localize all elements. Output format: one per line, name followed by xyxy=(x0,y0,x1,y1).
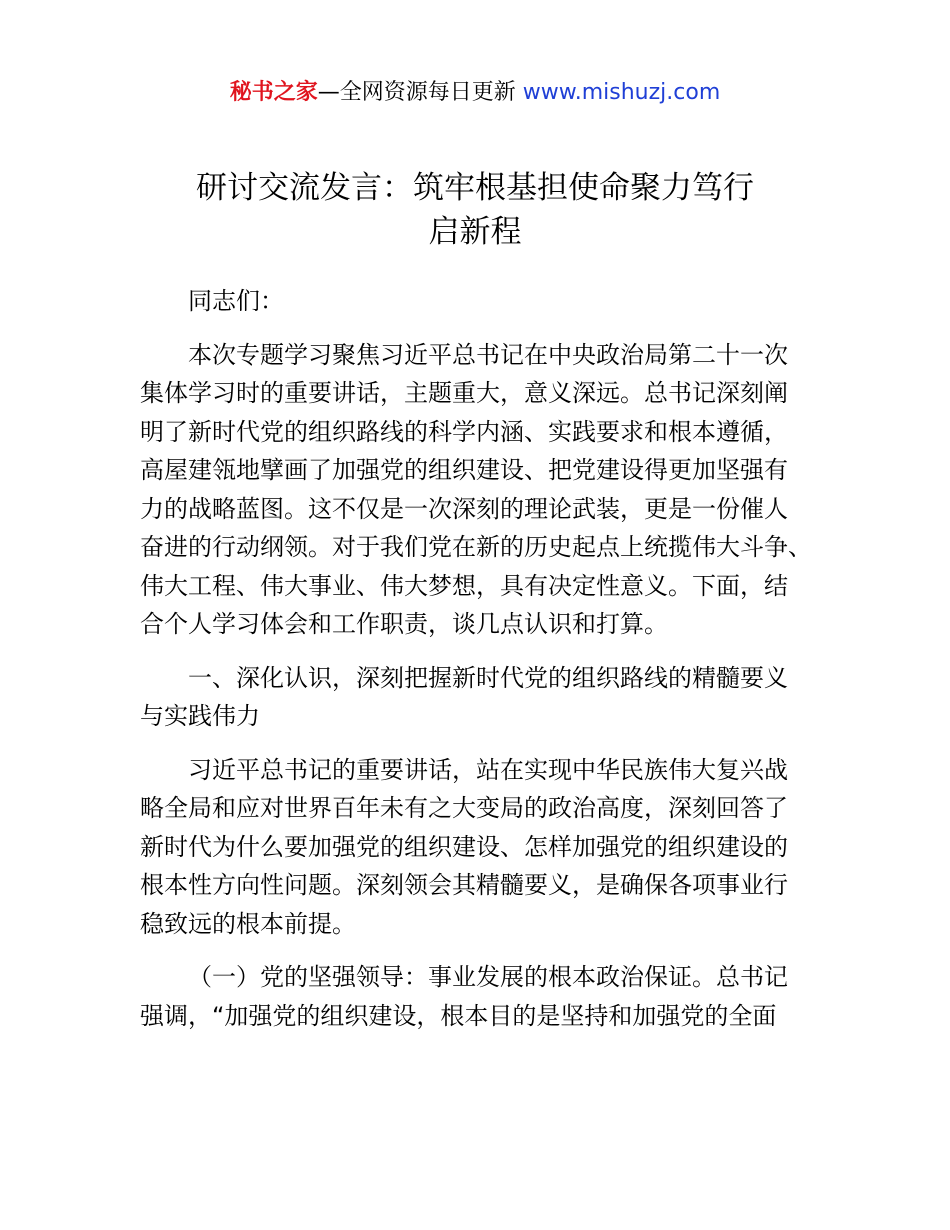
paragraph-subsection-1 xyxy=(140,958,812,1035)
text-line: 伟大工程、伟大事业、伟大梦想，具有决定性意义。下面，结 xyxy=(140,571,788,600)
text-line: 奋进的行动纲领。对于我们党在新的历史起点上统揽伟大斗争、 xyxy=(140,533,812,561)
paragraph-section-1 xyxy=(140,751,812,944)
header-tagline: —全网资源每日更新 xyxy=(317,80,523,105)
brand-name: 秘书之家 xyxy=(229,80,318,105)
text-line: 略全局和应对世界百年未有之大变局的政治高度，深刻回答了 xyxy=(140,794,788,822)
site-url-link[interactable]: www.mishuzj.com xyxy=(522,80,721,105)
title-line-2: 启新程 xyxy=(428,214,522,250)
text-line: 本次专题学习聚焦习近平总书记在中央政治局第二十一次 xyxy=(188,340,788,369)
section-heading-1 xyxy=(140,659,812,736)
text-line: 明了新时代党的组织路线的科学内涵、实践要求和根本遵循， xyxy=(140,417,788,446)
paragraph-intro xyxy=(140,336,812,644)
document-body xyxy=(140,282,812,1050)
paragraph-salutation xyxy=(140,282,812,321)
text-line: 力的战略蓝图。这不仅是一次深刻的理论武装，更是一份催人 xyxy=(140,494,788,523)
site-header xyxy=(0,78,950,108)
text-line: 新时代为什么要加强党的组织建设、怎样加强党的组织建设的 xyxy=(140,832,788,861)
text-line: 与实践伟力 xyxy=(140,702,260,730)
text-line: 强调，“加强党的组织建设，根本目的是坚持和加强党的全面 xyxy=(140,1001,777,1030)
text-line: 同志们： xyxy=(188,287,284,315)
text-line: 合个人学习体会和工作职责，谈几点认识和打算。 xyxy=(140,610,668,638)
text-line: 高屋建瓴地擘画了加强党的组织建设、把党建设得更加坚强有 xyxy=(140,456,788,484)
text-line: 集体学习时的重要讲话，主题重大，意义深远。总书记深刻阐 xyxy=(140,379,788,407)
document-title xyxy=(140,166,810,254)
text-line: 一、深化认识，深刻把握新时代党的组织路线的精髓要义 xyxy=(188,663,788,692)
text-line: 根本性方向性问题。深刻领会其精髓要义，是确保各项事业行 xyxy=(140,871,788,899)
text-line: 稳致远的根本前提。 xyxy=(140,909,356,938)
title-line-1: 研讨交流发言：筑牢根基担使命聚力笃行 xyxy=(196,170,754,206)
text-line: 习近平总书记的重要讲话，站在实现中华民族伟大复兴战 xyxy=(188,755,788,784)
text-line: （一）党的坚强领导：事业发展的根本政治保证。总书记 xyxy=(188,963,788,991)
